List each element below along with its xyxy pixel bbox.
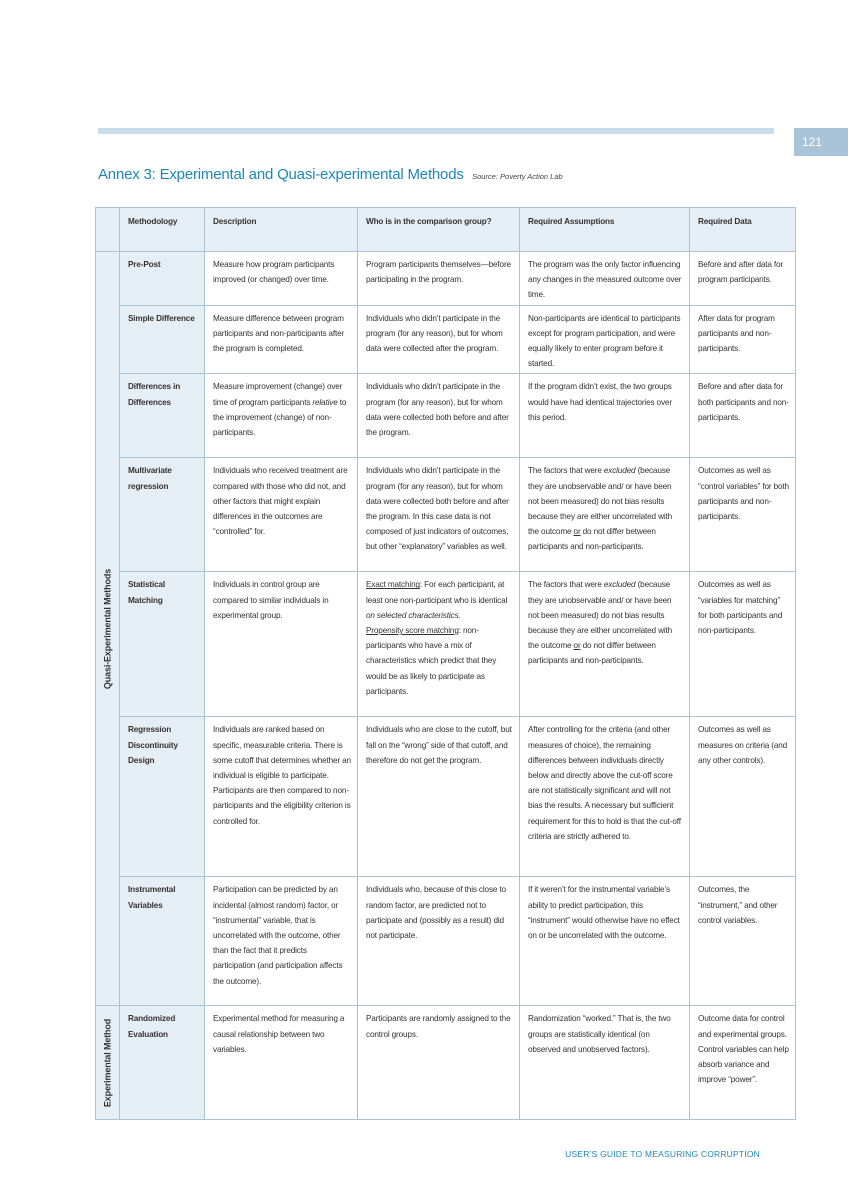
column-header-assumptions: Required Assumptions	[520, 208, 690, 252]
assumptions-cell	[520, 458, 690, 572]
assumptions-text-part: do not differ between participants and non-participants.	[528, 641, 656, 666]
method-name: Regression Discontinuity Design	[120, 717, 205, 877]
assumptions-underline: or	[573, 641, 581, 651]
description-text-part: to the improvement (change) of non-participants.	[213, 397, 347, 438]
column-header-comparison-group: Who is in the comparison group?	[358, 208, 520, 252]
assumptions-cell: If the program didn’t exist, the two groups would have had identical trajectories over this period.	[520, 374, 690, 458]
table-row	[96, 252, 796, 306]
assumptions-underline: or	[573, 527, 581, 537]
table-row	[96, 374, 796, 458]
data-cell: Outcomes as well as “variables for matching” for both participants and non-participants.	[690, 572, 796, 717]
comparison-cell: Individuals who, because of this close to random factor, are predicted not to participate and (possibly as a result) did not participate.	[358, 877, 520, 1006]
table-row	[96, 877, 796, 1006]
comparison-underline: Propensity score matching	[366, 626, 459, 636]
description-cell: Individuals in control group are compared to similar individuals in experimental group.	[205, 572, 358, 717]
comparison-cell: Individuals who didn’t participate in the program (for any reason), but for whom data were collected both before and after the program.	[358, 374, 520, 458]
methods-table-wrapper	[95, 207, 795, 1120]
section-label-text: Quasi-Experimental Methods	[101, 568, 112, 689]
description-cell: Individuals who received treatment are compared with those who did not, and other factors that might explain differences in the outcomes are “controlled” for.	[205, 458, 358, 572]
comparison-emphasis: on selected characteristics.	[366, 610, 461, 620]
description-cell: Measure difference between program participants and non-participants after the program is completed.	[205, 305, 358, 374]
assumptions-text-part: (because they are unobservable and/ or have been not been measured) do not bias results because they are either uncorrelated with the outcome	[528, 580, 673, 651]
top-divider-bar	[98, 128, 774, 134]
description-cell: Experimental method for measuring a causal relationship between two variables.	[205, 1006, 358, 1120]
assumptions-text-part: The factors that were	[528, 580, 604, 590]
column-header-description: Description	[205, 208, 358, 252]
footer-text: USER’S GUIDE TO MEASURING CORRUPTION	[565, 1149, 760, 1159]
assumptions-emphasis: excluded	[603, 580, 636, 590]
section-label-quasi-experimental	[96, 252, 120, 1006]
methods-table	[95, 207, 796, 1120]
assumptions-cell: Randomization “worked.” That is, the two groups are statistically identical (on observed and unobserved factors).	[520, 1006, 690, 1120]
comparison-text-part: : non-participants who have a mix of characteristics which predict that they would be as likely to participate as participants.	[366, 626, 497, 696]
data-cell: Outcomes as well as “control variables” for both participants and non-participants.	[690, 458, 796, 572]
section-label-text: Experimental Method	[101, 1018, 112, 1108]
assumptions-cell: After controlling for the criteria (and other measures of choice), the remaining differences between individuals directly below and directly above the cut-off score are not statistically significant and will not bias the results. A necessary but sufficient requirement for this to hold is that the cut-off criteria are strictly adhered to.	[520, 717, 690, 877]
method-name: Differences in Differences	[120, 374, 205, 458]
title-block	[98, 166, 563, 184]
table-row	[96, 717, 796, 877]
page-title: Annex 3: Experimental and Quasi-experimental Methods	[98, 166, 464, 183]
header-corner-cell	[96, 208, 120, 252]
comparison-cell: Individuals who are close to the cutoff, but fall on the “wrong” side of that cutoff, and therefore do not get the program.	[358, 717, 520, 877]
source-note: Source: Poverty Action Lab	[472, 172, 563, 181]
assumptions-cell: Non-participants are identical to participants except for program participation, and were equally likely to enter program before it started.	[520, 305, 690, 374]
description-cell: Individuals are ranked based on specific, measurable criteria. There is some cutoff that determines whether an individual is eligible to participate. Participants are then compared to non-participants and the eligibility criterion is controlled for.	[205, 717, 358, 877]
column-header-required-data: Required Data	[690, 208, 796, 252]
description-emphasis: relative	[312, 397, 338, 407]
description-cell: Measure how program participants improved (or changed) over time.	[205, 252, 358, 306]
method-name: Multivariate regression	[120, 458, 205, 572]
table-row	[96, 1006, 796, 1120]
assumptions-cell: If it weren’t for the instrumental variable’s ability to predict participation, this “instrument” would otherwise have no effect on or be uncorrelated with the outcome.	[520, 877, 690, 1006]
comparison-cell: Individuals who didn’t participate in the program (for any reason), but for whom data were collected both before and after the program. In this case data is not composed of just indicators of outcomes, but other “explanatory” variables as well.	[358, 458, 520, 572]
comparison-underline: Exact matching	[366, 580, 420, 590]
table-row	[96, 572, 796, 717]
assumptions-cell	[520, 572, 690, 717]
table-row	[96, 458, 796, 572]
assumptions-emphasis: excluded	[603, 466, 636, 476]
method-name: Randomized Evaluation	[120, 1006, 205, 1120]
method-name: Statistical Matching	[120, 572, 205, 717]
data-cell: Before and after data for program participants.	[690, 252, 796, 306]
comparison-cell: Participants are randomly assigned to the control groups.	[358, 1006, 520, 1120]
assumptions-text-part: (because they are unobservable and/ or have been not been measured) do not bias results because they are either uncorrelated with the outcome	[528, 466, 673, 537]
comparison-cell	[358, 572, 520, 717]
assumptions-text-part: do not differ between participants and non-participants.	[528, 527, 656, 552]
method-name: Simple Difference	[120, 305, 205, 374]
section-label-experimental	[96, 1006, 120, 1120]
comparison-cell: Program participants themselves—before participating in the program.	[358, 252, 520, 306]
assumptions-cell: The program was the only factor influencing any changes in the measured outcome over time.	[520, 252, 690, 306]
page-number	[794, 128, 848, 156]
column-header-methodology: Methodology	[120, 208, 205, 252]
description-text-part: Measure improvement (change) over time of program participants	[213, 382, 343, 407]
assumptions-text-part: The factors that were	[528, 466, 604, 476]
method-name: Pre-Post	[120, 252, 205, 306]
method-name: Instrumental Variables	[120, 877, 205, 1006]
data-cell: Outcomes as well as measures on criteria (and any other controls).	[690, 717, 796, 877]
data-cell: Outcome data for control and experimental groups. Control variables can help absorb variance and improve “power”.	[690, 1006, 796, 1120]
comparison-text-part: : For each participant, at least one non-participant who is identical	[366, 580, 508, 605]
data-cell: Before and after data for both participants and non-participants.	[690, 374, 796, 458]
data-cell: Outcomes, the “instrument,” and other control variables.	[690, 877, 796, 1006]
page-number-text: 121	[802, 135, 823, 149]
comparison-cell: Individuals who didn’t participate in the program (for any reason), but for whom data were collected after the program.	[358, 305, 520, 374]
description-cell: Participation can be predicted by an incidental (almost random) factor, or “instrumental” variable, that is uncorrelated with the outcome, other than the fact that it predicts participation (and participation affects the outcome).	[205, 877, 358, 1006]
table-row	[96, 305, 796, 374]
table-header-row	[96, 208, 796, 252]
data-cell: After data for program participants and non-participants.	[690, 305, 796, 374]
description-cell	[205, 374, 358, 458]
